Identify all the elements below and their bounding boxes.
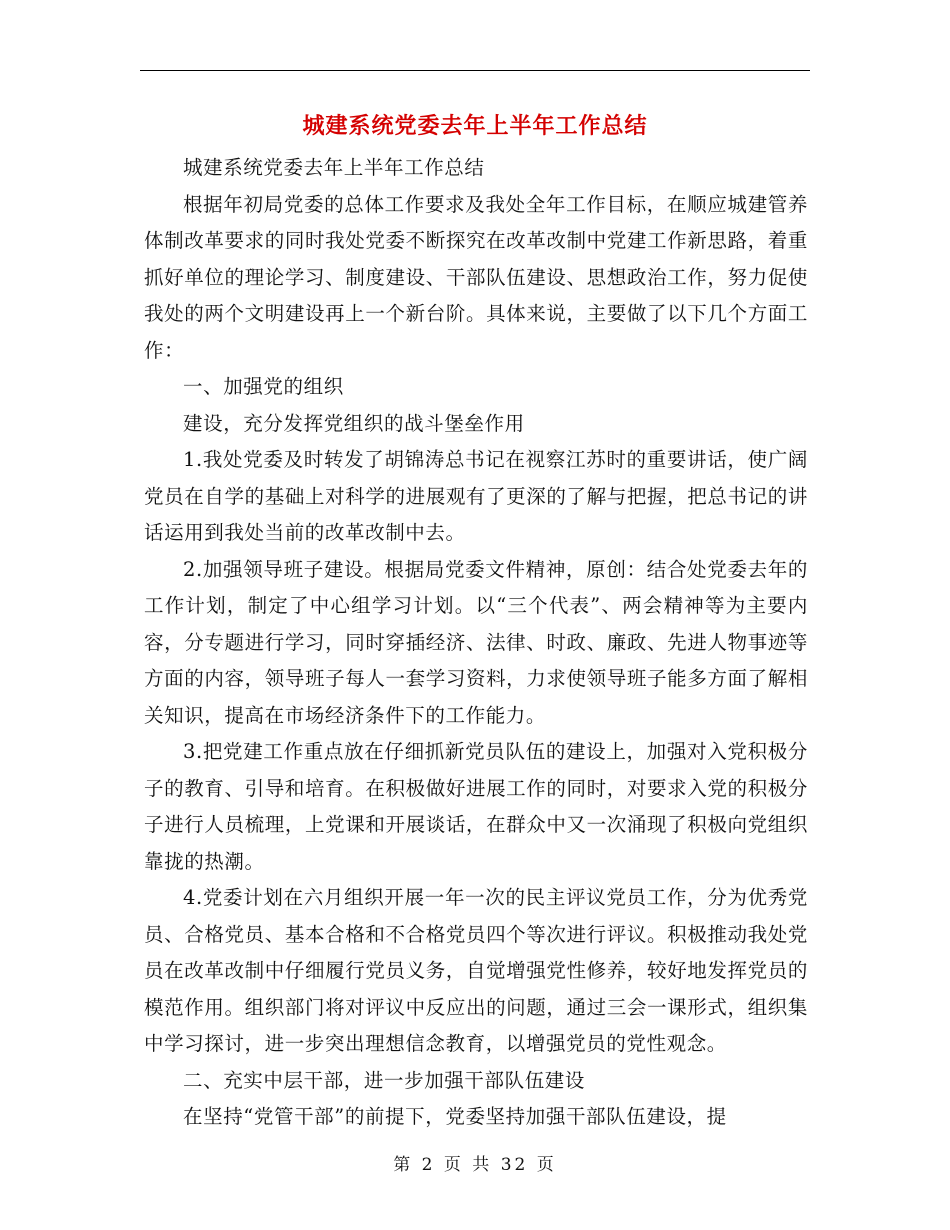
section-heading-1: 一、加强党的组织 bbox=[183, 375, 344, 398]
paragraph-intro: 根据年初局党委的总体工作要求及我处全年工作目标，在顺应城建管养体制改革要求的同时我处党委不断探究在改革改制中党建工作新思路，着重抓好单位的理论学习、制度建设、干部队伍建设、思想政治工作，努力促使我处的两个文明建设再上一个新台阶。具体来说，主要做了以下几个方面工作： bbox=[144, 192, 808, 362]
document-title: 城建系统党委去年上半年工作总结 bbox=[302, 113, 648, 139]
section-heading-1-continued: 建设，充分发挥党组织的战斗堡垒作用 bbox=[183, 411, 525, 435]
paragraph-subtitle: 城建系统党委去年上半年工作总结 bbox=[183, 156, 485, 179]
document-body bbox=[144, 150, 808, 1136]
paragraph-item-1: 1.我处党委及时转发了胡锦涛总书记在视察江苏时的重要讲话，使广阔党员在自学的基础上对科学的进展观有了更深的了解与把握，把总书记的讲话运用到我处当前的改革改制中去。 bbox=[144, 448, 808, 544]
section-heading-2: 二、充实中层干部，进一步加强干部队伍建设 bbox=[183, 1068, 586, 1092]
paragraph-item-2: 2.加强领导班子建设。根据局党委文件精神，原创：结合处党委去年的工作计划，制定了中心组学习计划。以“三个代表”、两会精神等为主要内容，分专题进行学习，同时穿插经济、法律、时政、廉政、先进人物事迹等方面的内容，领导班子每人一套学习资料，力求使领导班子能多方面了解相关知识，提高在市场经济条件下的工作能力。 bbox=[144, 557, 808, 727]
paragraph-item-3: 3.把党建工作重点放在仔细抓新党员队伍的建设上，加强对入党积极分子的教育、引导和培育。在积极做好进展工作的同时，对要求入党的积极分子进行人员梳理，上党课和开展谈话，在群众中又一次涌现了积极向党组织靠拢的热潮。 bbox=[144, 740, 808, 873]
page-number-footer: 第 2 页 共 32 页 bbox=[393, 1155, 557, 1175]
paragraph-section-2: 在坚持“党管干部”的前提下，党委坚持加强干部队伍建设，提 bbox=[183, 1105, 727, 1128]
paragraph-item-4: 4.党委计划在六月组织开展一年一次的民主评议党员工作，分为优秀党员、合格党员、基本合格和不合格党员四个等次进行评议。积极推动我处党员在改革改制中仔细履行党员义务，自觉增强党性修养，较好地发挥党员的模范作用。组织部门将对评议中反应出的问题，通过三会一课形式，组织集中学习探讨，进一步突出理想信念教育，以增强党员的党性观念。 bbox=[144, 886, 808, 1055]
header-rule bbox=[140, 70, 810, 71]
